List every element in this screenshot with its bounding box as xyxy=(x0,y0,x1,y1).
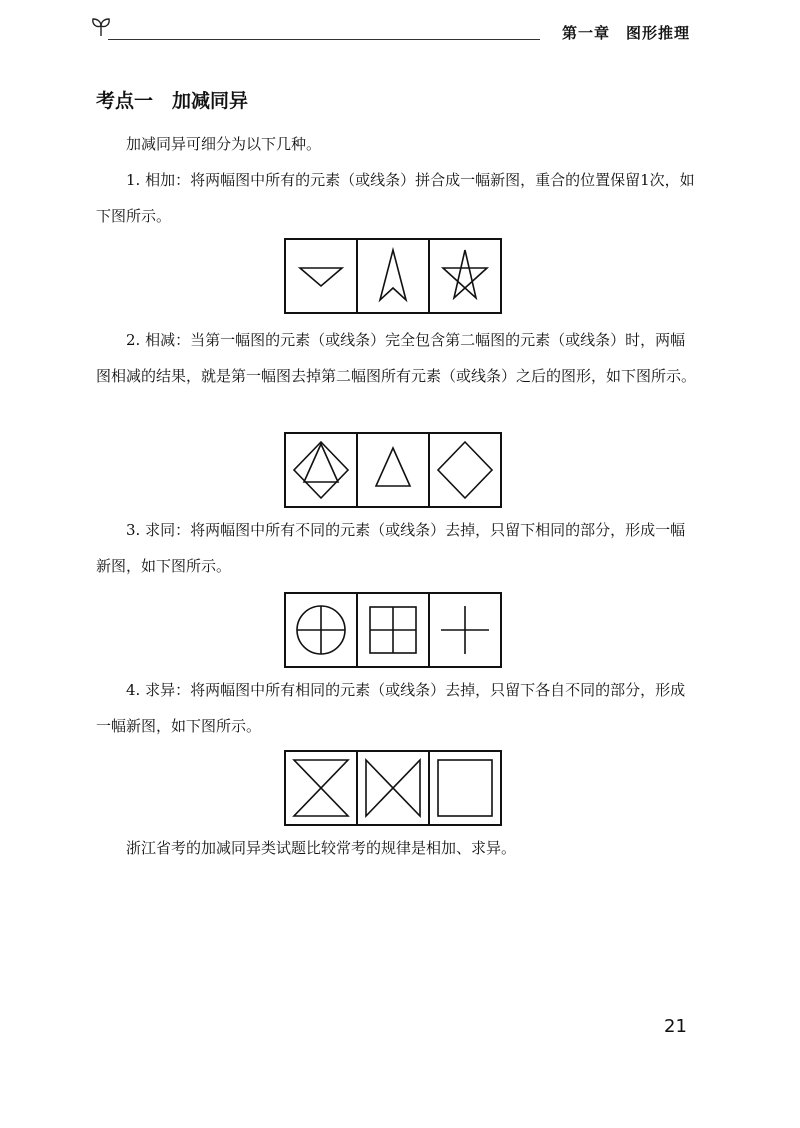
figure-cell xyxy=(430,594,500,666)
chapter-title: 第一章 图形推理 xyxy=(561,24,690,42)
paragraph-intro: 加减同异可细分为以下几种。 xyxy=(126,135,322,153)
figure-cell xyxy=(286,752,358,824)
sprout-icon xyxy=(90,16,112,38)
paragraph-addition: 1. 相加：将两幅图中所有的元素（或线条）拼合成一幅新图，重合的位置保留1次，如下图所示。 xyxy=(96,171,695,225)
page-header xyxy=(90,14,690,50)
paragraph-subtraction: 2. 相减：当第一幅图的元素（或线条）完全包含第二幅图的元素（或线条）时，两幅图相减的结果，就是第一幅图去掉第二幅图所有元素（或线条）之后的图形，如下图所示。 xyxy=(96,331,697,385)
diamond-triangle-icon xyxy=(286,434,356,506)
hourglass-icon xyxy=(286,752,356,824)
star-icon xyxy=(430,240,500,312)
paragraph-common: 3. 求同：将两幅图中所有不同的元素（或线条）去掉，只留下相同的部分，形成一幅新图，如下图所示。 xyxy=(96,521,686,575)
figure-cell xyxy=(358,752,430,824)
paragraph-difference: 4. 求异：将两幅图中所有相同的元素（或线条）去掉，只留下各自不同的部分，形成一幅新图，如下图所示。 xyxy=(96,681,686,735)
square-cross-icon xyxy=(358,594,428,666)
triangle-down-icon xyxy=(286,240,356,312)
figure-cell xyxy=(358,594,430,666)
figure-difference xyxy=(284,750,502,826)
page-number: 21 xyxy=(664,1016,687,1037)
figure-addition xyxy=(284,238,502,314)
figure-common xyxy=(284,592,502,668)
header-rule xyxy=(108,39,540,40)
square-icon xyxy=(430,752,500,824)
paragraph-summary: 浙江省考的加减同异类试题比较常考的规律是相加、求异。 xyxy=(126,839,517,857)
bowtie-icon xyxy=(358,752,428,824)
section-title: 考点一 加减同异 xyxy=(96,90,249,112)
arrow-up-icon xyxy=(358,240,428,312)
figure-cell xyxy=(286,240,358,312)
diamond-icon xyxy=(430,434,500,506)
figure-cell xyxy=(286,594,358,666)
figure-cell xyxy=(430,434,500,506)
figure-cell xyxy=(430,752,500,824)
figure-cell xyxy=(430,240,500,312)
triangle-icon xyxy=(358,434,428,506)
circle-cross-icon xyxy=(286,594,356,666)
cross-icon xyxy=(430,594,500,666)
figure-cell xyxy=(358,434,430,506)
figure-cell xyxy=(286,434,358,506)
figure-subtraction xyxy=(284,432,502,508)
figure-cell xyxy=(358,240,430,312)
